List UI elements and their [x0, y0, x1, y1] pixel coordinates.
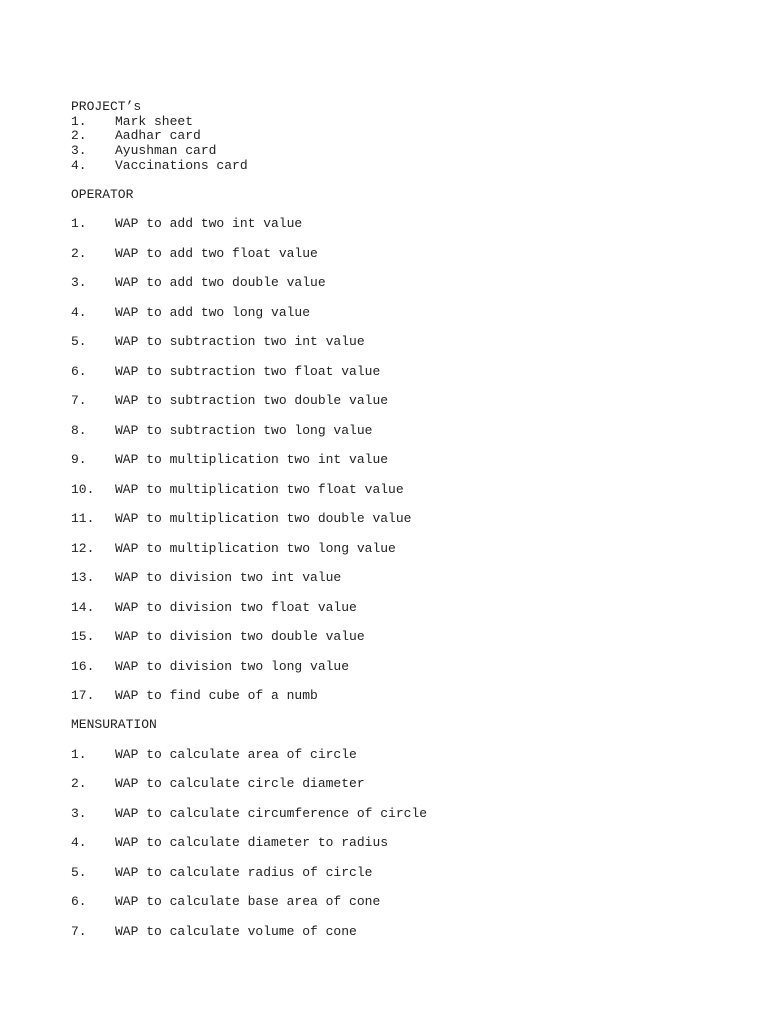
list-item — [71, 601, 731, 616]
item-text: WAP to division two double value — [115, 629, 365, 645]
operator-section — [71, 188, 731, 704]
item-text: WAP to multiplication two long value — [115, 540, 396, 556]
item-text: Mark sheet — [115, 113, 194, 129]
projects-heading: PROJECT’s — [71, 99, 142, 114]
list-item — [71, 630, 731, 645]
list-item — [71, 836, 731, 851]
item-number: 10. — [71, 481, 95, 497]
list-item — [71, 748, 731, 763]
list-item — [71, 777, 731, 792]
item-number: 12. — [71, 540, 95, 556]
list-item — [71, 512, 731, 527]
item-number: 5. — [71, 334, 87, 350]
item-number: 13. — [71, 570, 95, 586]
list-item — [71, 453, 731, 468]
item-text: WAP to add two int value — [115, 216, 303, 232]
item-text: WAP to division two float value — [115, 599, 357, 615]
operator-heading: OPERATOR — [71, 186, 134, 202]
item-number: 1. — [71, 216, 87, 232]
item-text: WAP to subtraction two int value — [115, 334, 365, 350]
item-text: WAP to calculate diameter to radius — [115, 835, 389, 851]
item-number: 16. — [71, 658, 95, 674]
item-text: Aadhar card — [115, 128, 201, 144]
list-item — [71, 159, 731, 174]
item-text: WAP to calculate area of circle — [115, 746, 357, 762]
item-number: 8. — [71, 422, 87, 438]
item-number: 2. — [71, 776, 87, 792]
item-text: WAP to find cube of a numb — [115, 688, 318, 704]
item-number: 4. — [71, 157, 87, 173]
mensuration-section — [71, 718, 731, 939]
item-text: WAP to calculate radius of circle — [115, 864, 373, 880]
list-item — [71, 571, 731, 586]
item-text: WAP to calculate base area of cone — [115, 894, 381, 910]
list-item — [71, 483, 731, 498]
item-number: 7. — [71, 923, 87, 939]
item-text: WAP to add two float value — [115, 245, 318, 261]
projects-section — [71, 100, 731, 173]
list-item — [71, 217, 731, 232]
list-item — [71, 276, 731, 291]
item-number: 1. — [71, 113, 87, 129]
item-number: 3. — [71, 143, 87, 159]
item-number: 6. — [71, 363, 87, 379]
item-text: WAP to add two long value — [115, 304, 311, 320]
item-number: 6. — [71, 894, 87, 910]
list-item — [71, 365, 731, 380]
list-item — [71, 247, 731, 262]
item-text: WAP to subtraction two long value — [115, 422, 373, 438]
item-number: 14. — [71, 599, 95, 615]
item-number: 2. — [71, 128, 87, 144]
item-number: 11. — [71, 511, 95, 527]
item-number: 1. — [71, 746, 87, 762]
list-item — [71, 689, 731, 704]
item-text: Vaccinations card — [115, 157, 248, 173]
list-item — [71, 866, 731, 881]
list-item — [71, 542, 731, 557]
list-item — [71, 807, 731, 822]
item-number: 4. — [71, 304, 87, 320]
item-number: 3. — [71, 805, 87, 821]
item-text: WAP to multiplication two float value — [115, 481, 404, 497]
item-text: WAP to multiplication two double value — [115, 511, 412, 527]
list-item — [71, 306, 731, 321]
item-number: 2. — [71, 245, 87, 261]
list-item — [71, 115, 731, 130]
item-text: WAP to division two int value — [115, 570, 342, 586]
list-item — [71, 144, 731, 159]
list-item — [71, 394, 731, 409]
item-number: 3. — [71, 275, 87, 291]
item-number: 17. — [71, 688, 95, 704]
item-number: 9. — [71, 452, 87, 468]
list-item — [71, 895, 731, 910]
item-text: WAP to calculate circumference of circle — [115, 805, 428, 821]
list-item — [71, 335, 731, 350]
item-text: WAP to calculate circle diameter — [115, 776, 365, 792]
item-number: 15. — [71, 629, 95, 645]
item-text: WAP to add two double value — [115, 275, 326, 291]
item-text: WAP to division two long value — [115, 658, 350, 674]
item-text: WAP to multiplication two int value — [115, 452, 389, 468]
item-text: WAP to subtraction two double value — [115, 393, 389, 409]
list-item — [71, 925, 731, 940]
mensuration-heading: MENSURATION — [71, 717, 157, 733]
item-number: 4. — [71, 835, 87, 851]
item-number: 5. — [71, 864, 87, 880]
list-item — [71, 129, 731, 144]
item-number: 7. — [71, 393, 87, 409]
item-text: Ayushman card — [115, 143, 217, 159]
document-body — [71, 100, 731, 939]
list-item — [71, 424, 731, 439]
item-text: WAP to subtraction two float value — [115, 363, 381, 379]
list-item — [71, 660, 731, 675]
item-text: WAP to calculate volume of cone — [115, 923, 357, 939]
